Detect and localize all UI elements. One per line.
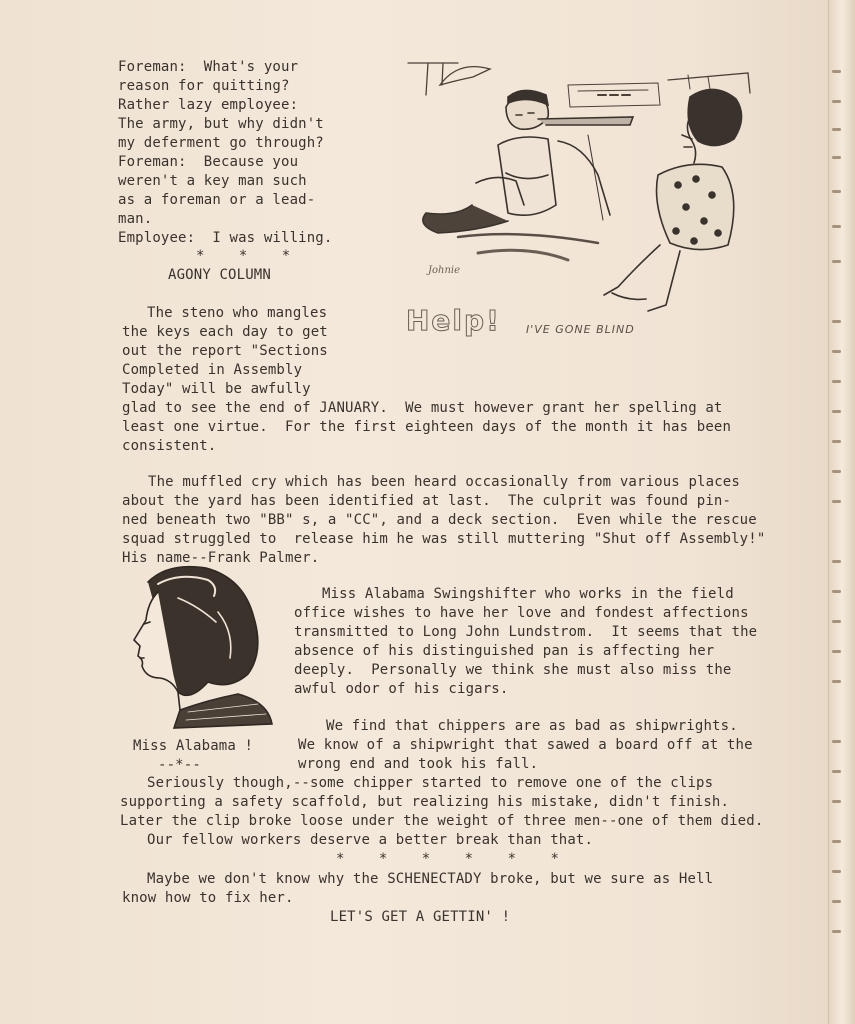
- binding-hole: [832, 500, 841, 503]
- binding-hole: [832, 590, 841, 593]
- joke-line: reason for quitting?: [118, 78, 290, 94]
- joke-line: my deferment go through?: [118, 135, 324, 151]
- paragraph-line: Later the clip broke loose under the weight of three men--one of them died.: [120, 813, 764, 829]
- binding-hole: [832, 560, 841, 563]
- spiral-binding: [828, 0, 855, 1024]
- joke-line: Rather lazy employee:: [118, 97, 299, 113]
- binding-hole: [832, 100, 841, 103]
- binding-hole: [832, 190, 841, 193]
- cartoon-caption: I'VE GONE BLIND: [526, 323, 635, 336]
- paragraph-line: wrong end and took his fall.: [298, 756, 539, 772]
- paragraph-line: Completed in Assembly: [122, 362, 303, 378]
- portrait-separator: --*--: [158, 757, 201, 773]
- paragraph-line: deeply. Personally we think she must also miss the: [294, 662, 732, 678]
- paragraph-line: absence of his distinguished pan is affecting her: [294, 643, 715, 659]
- paragraph-line: awful odor of his cigars.: [294, 681, 509, 697]
- section-separator: * * *: [196, 248, 291, 264]
- paragraph-line: The muffled cry which has been heard occasionally from various places: [148, 474, 740, 490]
- binding-hole: [832, 320, 841, 323]
- paragraph-line: about the yard has been identified at last. The culprit was found pin-: [122, 493, 732, 509]
- paragraph-line: least one virtue. For the first eighteen days of the month it has been: [122, 419, 732, 435]
- joke-line: The army, but why didn't: [118, 116, 324, 132]
- joke-line: man.: [118, 211, 153, 227]
- joke-line: Foreman: What's your: [118, 59, 299, 75]
- paragraph-line: We find that chippers are as bad as shipwrights.: [326, 718, 738, 734]
- paragraph-line: know how to fix her.: [122, 890, 294, 906]
- woman-portrait-illustration: [118, 562, 276, 732]
- binding-hole: [832, 620, 841, 623]
- binding-hole: [832, 440, 841, 443]
- joke-line: Foreman: Because you: [118, 154, 299, 170]
- binding-hole: [832, 70, 841, 73]
- binding-hole: [832, 740, 841, 743]
- paragraph-line: out the report "Sections: [122, 343, 328, 359]
- binding-hole: [832, 900, 841, 903]
- cartoon-illustration: [398, 55, 770, 345]
- binding-hole: [832, 840, 841, 843]
- binding-hole: [832, 770, 841, 773]
- closing-slogan: LET'S GET A GETTIN' !: [330, 909, 511, 925]
- binding-hole: [832, 650, 841, 653]
- paragraph-line: the keys each day to get: [122, 324, 328, 340]
- paragraph-line: glad to see the end of JANUARY. We must however grant her spelling at: [122, 400, 723, 416]
- joke-line: as a foreman or a lead-: [118, 192, 316, 208]
- joke-line: Employee: I was willing.: [118, 230, 333, 246]
- paragraph-line: We know of a shipwright that sawed a board off at the: [298, 737, 753, 753]
- paragraph-line: Today" will be awfully: [122, 381, 311, 397]
- paragraph-line: office wishes to have her love and fondest affections: [294, 605, 749, 621]
- cartoon-shout: Help!: [406, 304, 501, 337]
- section-separator: * * * * * *: [336, 851, 560, 867]
- paragraph-line: consistent.: [122, 438, 217, 454]
- paragraph-line: The steno who mangles: [147, 305, 328, 321]
- paragraph-line: transmitted to Long John Lundstrom. It seems that the: [294, 624, 758, 640]
- cartoon-signature: Johnie: [428, 265, 461, 276]
- joke-line: weren't a key man such: [118, 173, 307, 189]
- binding-hole: [832, 156, 841, 159]
- paragraph-line: squad struggled to release him he was still muttering "Shut off Assembly!": [122, 531, 766, 547]
- binding-hole: [832, 680, 841, 683]
- paragraph-line: Maybe we don't know why the SCHENECTADY broke, but we sure as Hell: [147, 871, 714, 887]
- binding-hole: [832, 870, 841, 873]
- paragraph-line: ned beneath two "BB" s, a "CC", and a deck section. Even while the rescue: [122, 512, 757, 528]
- binding-hole: [832, 470, 841, 473]
- paragraph-line: His name--Frank Palmer.: [122, 550, 320, 566]
- agony-column-heading: AGONY COLUMN: [168, 267, 271, 283]
- paragraph-line: Miss Alabama Swingshifter who works in the field: [322, 586, 734, 602]
- binding-hole: [832, 128, 841, 131]
- portrait-caption: Miss Alabama !: [133, 738, 254, 754]
- binding-hole: [832, 380, 841, 383]
- binding-hole: [832, 930, 841, 933]
- binding-hole: [832, 800, 841, 803]
- binding-hole: [832, 350, 841, 353]
- paragraph-line: Seriously though,--some chipper started to remove one of the clips: [147, 775, 714, 791]
- paragraph-line: Our fellow workers deserve a better break than that.: [147, 832, 594, 848]
- binding-hole: [832, 260, 841, 263]
- binding-hole: [832, 410, 841, 413]
- paragraph-line: supporting a safety scaffold, but realizing his mistake, didn't finish.: [120, 794, 730, 810]
- binding-hole: [832, 225, 841, 228]
